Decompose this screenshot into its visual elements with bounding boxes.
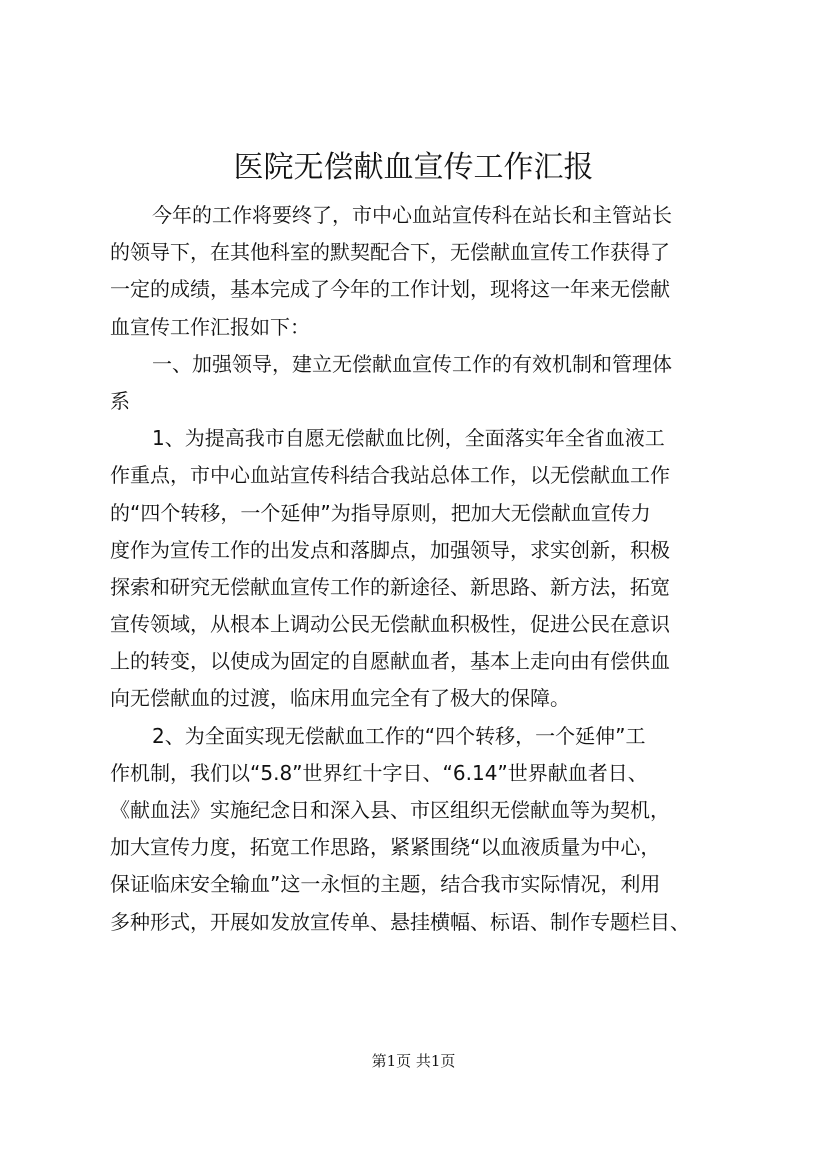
text-line: 多种形式，开展如发放宣传单、悬挂横幅、标语、制作专题栏目、 <box>110 909 690 934</box>
text-line: 作重点，市中心血站宣传科结合我站总体工作，以无偿献血工作 <box>110 463 670 488</box>
text-line: 度作为宣传工作的出发点和落脚点，加强领导，求实创新，积极 <box>110 537 670 562</box>
text-line: 保证临床安全输血”这一永恒的主题，结合我市实际情况，利用 <box>110 872 661 897</box>
document-title: 医院无偿献血宣传工作汇报 <box>233 150 594 185</box>
text-line: 2、为全面实现无偿献血工作的“四个转移，一个延伸”工 <box>152 723 646 748</box>
text-line: 今年的工作将要终了，市中心血站宣传科在站长和主管站长 <box>152 203 672 227</box>
text-line: 宣传领域，从根本上调动公民无偿献血积极性，促进公民在意识 <box>110 612 670 637</box>
text-line: 《献血法》实施纪念日和深入县、市区组织无偿献血等为契机， <box>110 798 670 822</box>
text-line: 上的转变，以使成为固定的自愿献血者，基本上走向由有偿供血 <box>110 649 670 674</box>
text-line: 一定的成绩，基本完成了今年的工作计划，现将这一年来无偿献 <box>110 277 670 302</box>
text-line: 作机制，我们以“5.8”世界红十字日、“6.14”世界献血者日、 <box>110 760 648 785</box>
text-line: 系 <box>110 388 130 413</box>
text-line: 一、加强领导，建立无偿献血宣传工作的有效机制和管理体 <box>152 351 672 376</box>
text-line: 的领导下，在其他科室的默契配合下，无偿献血宣传工作获得了 <box>110 240 670 265</box>
page-footer: 第1页 共1页 <box>371 1052 456 1070</box>
text-line: 加大宣传力度，拓宽工作思路，紧紧围绕“以血液质量为中心， <box>110 835 661 860</box>
text-line: 向无偿献血的过渡，临床用血完全有了极大的保障。 <box>110 686 570 711</box>
text-line: 探索和研究无偿献血宣传工作的新途径、新思路、新方法，拓宽 <box>110 574 670 599</box>
text-line: 的“四个转移，一个延伸”为指导原则，把加大无偿献血宣传力 <box>110 500 651 525</box>
document-body <box>110 197 730 941</box>
text-line: 血宣传工作汇报如下： <box>110 314 310 339</box>
text-line: 1、为提高我市自愿无偿献血比例，全面落实年全省血液工 <box>152 426 665 451</box>
